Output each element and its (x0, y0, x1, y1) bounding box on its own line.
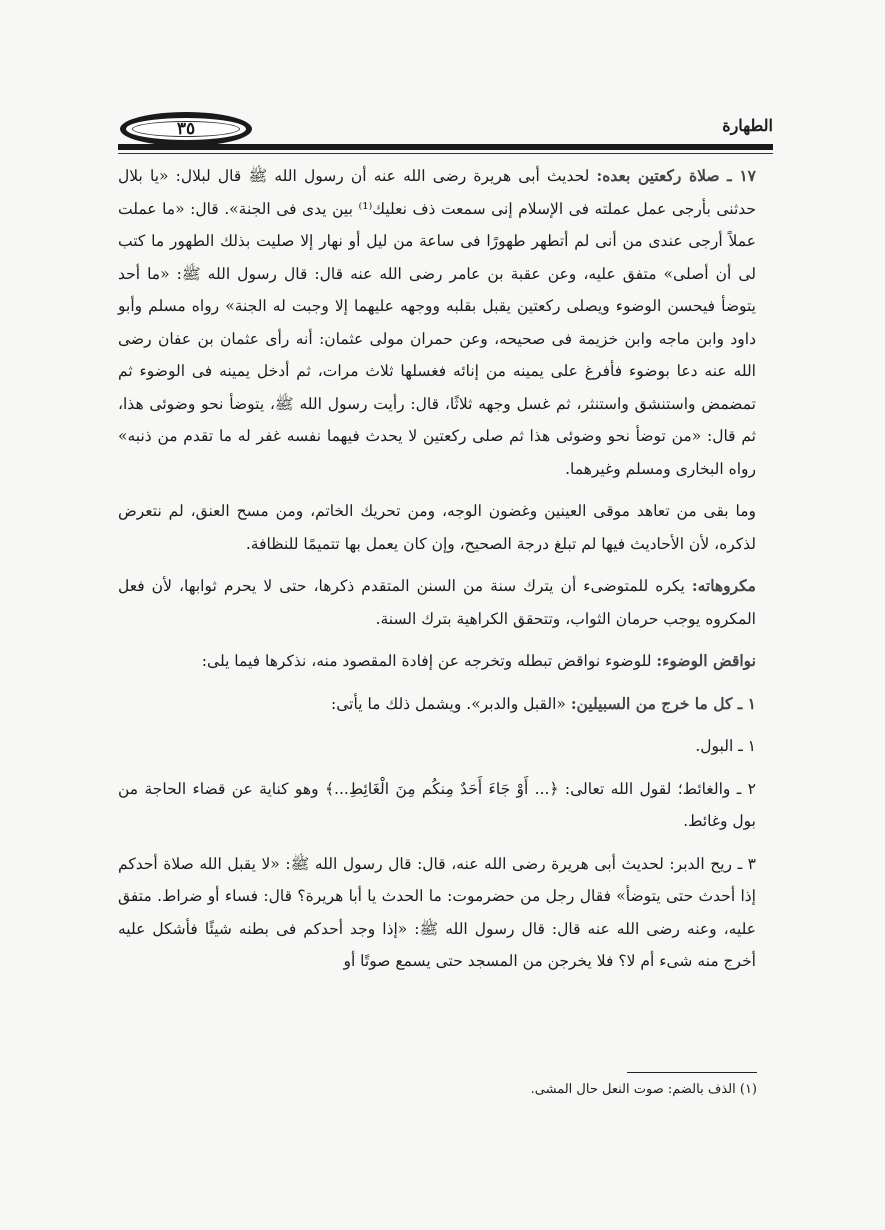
chapter-title: الطهارة (722, 116, 773, 135)
footnote: (١) الذف بالضم: صوت النعل حال المشى. (530, 1082, 757, 1097)
paragraph-text: يكره للمتوضىء أن يترك سنة من السنن المتقدم ذكرها، حتى لا يحرم ثوابها، لأن فعل المكروه يوجب حرمان الثواب، وتتحقق الكراهية بترك السنة. (118, 577, 756, 628)
body-text (118, 160, 756, 978)
header-rule-thick (118, 144, 773, 150)
paragraph-disliked-acts (118, 570, 756, 635)
paragraph-text: ٣ ـ ريح الدبر: لحديث أبى هريرة رضى الله عنه، قال: قال رسول الله ﷺ: «لا يقبل الله صلاة أحدكم إذا أحدث حتى يتوضأ» فقال رجل من حضرموت: ما الحدث يا أبا هريرة؟ قال: فساء أو ضراط. متفق عليه، وعنه رضى الله عنه قال: قال رسول الله ﷺ: «إذا وجد أحدكم فى بطنه شيئًا فأشكل عليه أخرج منه شىء أم لا؟ فلا يخرجن من المسجد حتى يسمع صوتًا أو (118, 854, 756, 970)
header-rule-thin (118, 153, 773, 154)
paragraph-text: للوضوء نواقض تبطله وتخرجه عن إفادة المقصود منه، نذكرها فيما يلى: (201, 652, 657, 670)
page-header (0, 100, 885, 160)
paragraph-two-passages (118, 688, 756, 721)
paragraph-text: ٢ ـ والغائط؛ لقول الله تعالى: ﴿... أَوْ جَاءَ أَحَدٌ مِنكُم مِنَ الْغَائِطِ...﴾ وهو كناية عن قضاء الحاجة من بول وغائط. (118, 779, 756, 830)
paragraph-text: لحديث أبى هريرة رضى الله عنه أن رسول الله ﷺ قال لبلال: «يا بلال حدثنى بأرجى عمل عملته فى الإسلام إنى سمعت ذف نعليك⁽¹⁾ بين يدى فى الجنة». قال: «ما عملت عملاً أرجى عندى من أنى لم أتطهر طهورًا فى ساعة من ليل أو نهار إلا صليت بذلك الطهور ما كتب لى أن أصلى» متفق عليه، وعن عقبة بن عامر رضى الله عنه قال: قال رسول الله ﷺ: «ما أحد يتوضأ فيحسن الوضوء ويصلى ركعتين يقبل بقلبه ووجهه عليهما إلا وجبت له الجنة» رواه مسلم وأبو داود وابن ماجه وابن خزيمة فى صحيحه، وعن حمران مولى عثمان: أنه رأى عثمان بن عفان رضى الله عنه دعا بوضوء فأفرغ على يمينه من إنائه فغسلها ثلاث مرات، ثم أدخل يمينه فى الوضوء ثم تمضمض واستنشق واستنثر، ثم غسل وجهه ثلاثًا، قال: رأيت رسول الله ﷺ، يتوضأ نحو وضوئى هذا، ثم قال: «من توضأ نحو وضوئى هذا ثم صلى ركعتين لا يحدث فيهما نفسه غفر له ما تقدم من ذنبه» رواه البخارى ومسلم وغيرهما. (118, 167, 756, 478)
paragraph-prayer-after-wudu (118, 160, 756, 485)
paragraph-term: ١ ـ كل ما خرج من السبيلين: (570, 693, 756, 713)
paragraph-remaining-acts (118, 495, 756, 560)
list-item-urine (118, 730, 756, 763)
paragraph-text: «القبل والدبر». ويشمل ذلك ما يأتى: (331, 694, 571, 713)
footnote-rule (627, 1072, 757, 1073)
paragraph-text: ١ ـ البول. (695, 737, 756, 755)
page-number-badge (120, 112, 252, 146)
page-number: ٣٥ (176, 119, 196, 139)
paragraph-text: وما بقى من تعاهد موقى العينين وغضون الوجه، ومن تحريك الخاتم، ومن مسح العنق، لم نتعرض لذكره، لأن الأحاديث فيها لم تبلغ درجة الصحيح، وإن كان يعمل بها تتميمًا للنظافة. (118, 502, 756, 553)
paragraph-nullifiers (118, 645, 756, 678)
paragraph-term: ١٧ ـ صلاة ركعتين بعده: (596, 166, 756, 185)
paragraph-term: نواقض الوضوء: (656, 651, 756, 670)
paragraph-term: مكروهاته: (691, 576, 756, 595)
list-item-feces (118, 773, 756, 838)
list-item-wind (118, 848, 756, 978)
